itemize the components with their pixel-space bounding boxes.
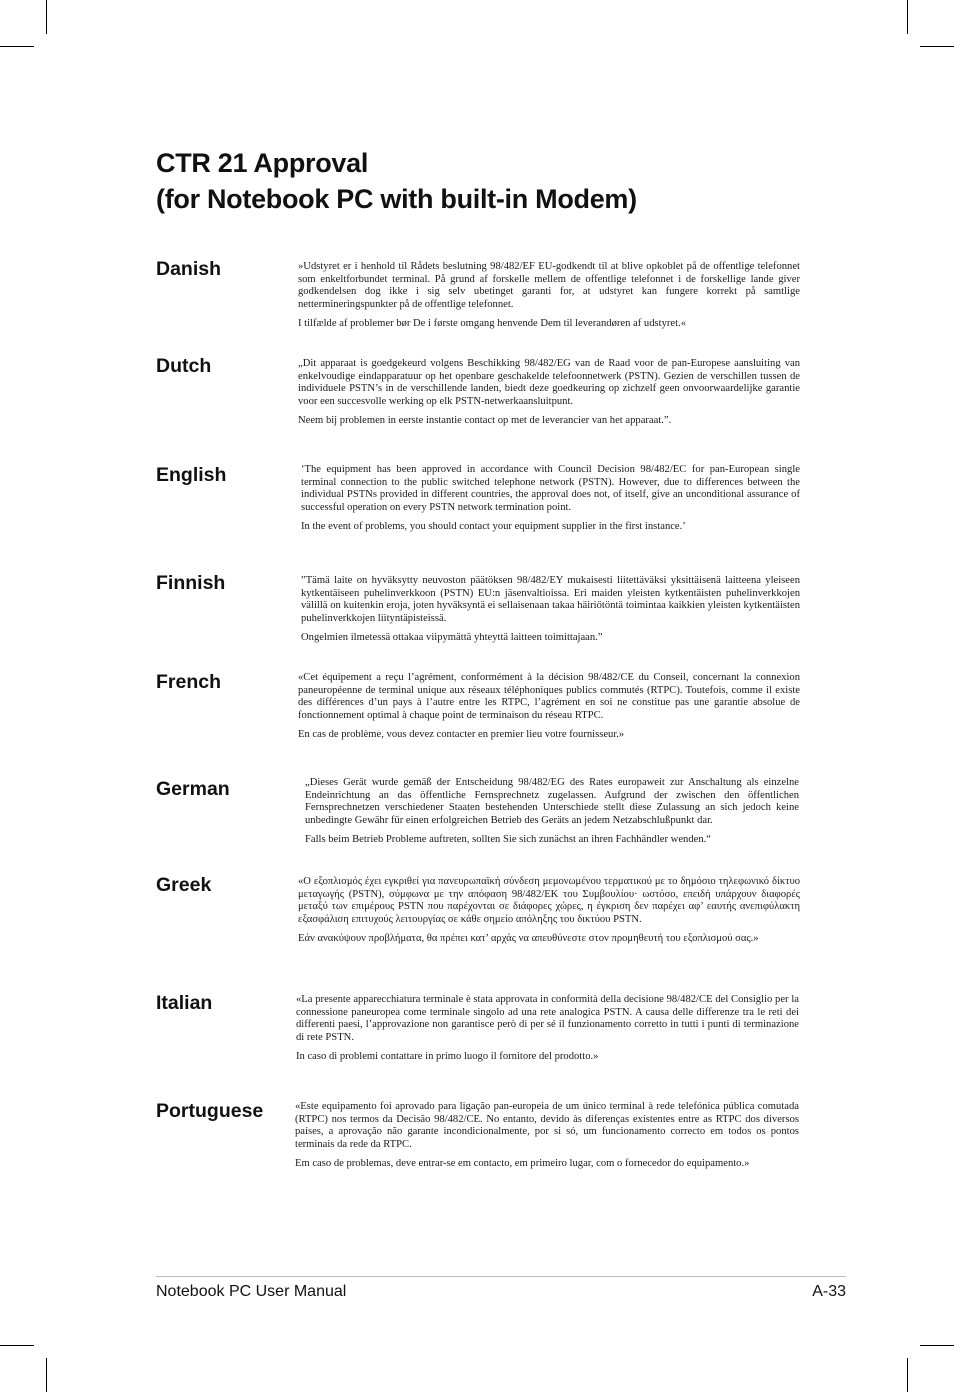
statement-paragraph: »Udstyret er i henhold til Rådets beslutning 98/482/EF EU-godkendt til at blive opkoblet på de offentlige telefonnet som enkeltforbundet terminal. På grund af forskelle mellem de offentlige telefonnet i de forskellige lande giver godkendelsen dog ikke i sig selv ubetinget garanti for, at udstyret kan fungere korrekt på samtlige nettermineringspunkter på de offentlige telefonnet.	[298, 261, 800, 311]
statement-paragraph: In the event of problems, you should contact your equipment supplier in the first instance.’	[301, 520, 686, 532]
statement-italian	[296, 994, 799, 1064]
statement-paragraph: «Este equipamento foi aprovado para ligação pan-europeia de um único terminal à rede telefónica pública comutada (RTPC) nos termos da Decisão 98/482/CE. No entanto, devido às diferenças existentes entre as RTPC dos diversos países, a aprovação não garante incondicionalmente, por si só, um funcionamento correcto em todos os pontos terminais da rede da RTPC.	[295, 1101, 799, 1151]
statement-paragraph: ‘The equipment has been approved in accordance with Council Decision 98/482/EC for pan-European single terminal connection to the public switched telephone network (PSTN). However, due to differences between the individual PSTNs provided in different countries, the approval does not, of itself, give an unconditional assurance of successful operation on every PSTN network termination point.	[301, 464, 800, 514]
statement-paragraph: In caso di problemi contattare in primo luogo il fornitore del prodotto.»	[296, 1050, 599, 1062]
footer-manual-title: Notebook PC User Manual	[156, 1283, 347, 1300]
statement-paragraph: ”Tämä laite on hyväksytty neuvoston päätöksen 98/482/EY mukaisesti liitettäväksi yksittäisenä laitteena yleiseen kytkentäiseen puhelinverkkoon (PSTN) EU:n jäsenvaltioissa. Eri maiden yleisten kytkentäisten puhelinverkkojen välillä on kuitenkin eroja, joten hyväksyntä ei sellaisenaan takaa häiriötöntä toimintaa kaikkien yleisten kytkentäisten puhelinverkkojen liityntäpisteissä.	[301, 575, 800, 625]
crop-mark	[907, 1358, 908, 1392]
language-heading-english: English	[156, 464, 227, 486]
language-heading-danish: Danish	[156, 258, 222, 280]
footer-page-number: A-33	[812, 1283, 846, 1300]
language-heading-german: German	[156, 778, 230, 800]
statement-paragraph: „Dit apparaat is goedgekeurd volgens Beschikking 98/482/EG van de Raad voor de pan-Europese aansluiting van enkelvoudige eindapparatuur op het openbare geschakelde telefoonnetwerk (PSTN). Gezien de verschillen tussen de individuele PSTN’s in de verschillende landen, biedt deze goedkeuring op zichzelf geen onvoorwaardelijke garantie voor een succesvolle werking op elk PSTN-netwerkaansluitpunt.	[298, 358, 800, 408]
footer-divider	[156, 1276, 846, 1277]
language-heading-french: French	[156, 671, 222, 693]
crop-mark	[0, 1345, 34, 1346]
language-heading-portuguese: Portuguese	[156, 1100, 264, 1122]
crop-mark	[920, 1345, 954, 1346]
statement-finnish	[301, 575, 800, 645]
statement-paragraph: I tilfælde af problemer bør De i første omgang henvende Dem til leverandøren af udstyret.«	[298, 317, 687, 329]
statement-dutch	[298, 358, 800, 428]
statement-paragraph: «La presente apparecchiatura terminale è stata approvata in conformità della decisione 98/482/CE del Consiglio per la connessione paneuropea come terminale singolo ad una rete analogica PSTN. A causa delle differenze tra le reti dei differenti paesi, l’approvazione non garantisce però di per sé il funzionamento corretto in tutti i punti di terminazione di rete PSTN.	[296, 994, 799, 1044]
statement-paragraph: Εάν ανακύψουν προβλήματα, θα πρέπει κατ’ αρχάς να απευθύνεστε στον προμηθευτή του εξοπλισμού σας.»	[298, 932, 759, 944]
statement-paragraph: Falls beim Betrieb Probleme auftreten, sollten Sie sich zunächst an ihren Fachhändler wenden.“	[305, 833, 711, 845]
statement-paragraph: Em caso de problemas, deve entrar-se em contacto, em primeiro lugar, com o fornecedor do equipamento.»	[295, 1157, 750, 1169]
language-heading-italian: Italian	[156, 992, 213, 1014]
crop-mark	[0, 46, 34, 47]
page-title	[156, 145, 796, 217]
crop-mark	[920, 46, 954, 47]
statement-paragraph: „Dieses Gerät wurde gemäß der Entscheidung 98/482/EG des Rates europaweit zur Anschaltung als einzelne Endeinrichtung an das öffentliche Fernsprechnetz zugelassen. Aufgrund der zwischen den öffentlichen Fernsprechnetzen verschiedener Staaten bestehenden Unterschiede stellt diese Zulassung an sich jedoch keine unbedingte Gewähr für einen erfolgreichen Betrieb des Geräts an jedem Netzabschlußpunkt dar.	[305, 777, 799, 827]
page-title-line-2: (for Notebook PC with built-in Modem)	[156, 184, 637, 214]
statement-paragraph: «Ο εξοπλισμός έχει εγκριθεί για πανευρωπαϊκή σύνδεση μεμονωμένου τερματικού με το δημόσιο τηλεφωνικό δίκτυο μεταγωγής (PSTN), σύμφωνα με την απόφαση 98/482/ΕΚ του Συμβουλίου· ωστόσο, επειδή υπάρχουν διαφορές μεταξύ των επιμέρους PSTN που παρέχονται σε διάφορες χώρες, η έγκριση δεν παρέχει αφ’ εαυτής ανεπιφύλακτη εξασφάλιση επιτυχούς λειτουργίας σε κάθε σημείο απόληξης του δικτύου PSTN.	[298, 876, 800, 926]
statement-paragraph: Ongelmien ilmetessä ottakaa viipymättä yhteyttä laitteen toimittajaan.”	[301, 631, 603, 643]
statement-paragraph: «Cet équipement a reçu l’agrément, conformément à la décision 98/482/CE du Conseil, concernant la connexion paneuropéenne de terminal unique aux réseaux téléphoniques publics commutés (RTPC). Toutefois, comme il existe des différences d’un pays à l’autre entre les RTPC, l’agrément en soi ne constitue pas une garantie absolue de fonctionnement optimal à chaque point de terminaison du réseau RTPC.	[298, 672, 800, 722]
language-heading-greek: Greek	[156, 874, 212, 896]
crop-mark	[46, 0, 47, 34]
statement-danish	[298, 261, 800, 331]
crop-mark	[907, 0, 908, 34]
language-heading-finnish: Finnish	[156, 572, 226, 594]
statement-portuguese	[295, 1101, 799, 1171]
statement-paragraph: En cas de problème, vous devez contacter en premier lieu votre fournisseur.»	[298, 728, 625, 740]
statement-greek	[298, 876, 800, 946]
page-title-line-1: CTR 21 Approval	[156, 148, 369, 178]
statement-english	[301, 464, 800, 534]
statement-german	[305, 777, 799, 847]
statement-french	[298, 672, 800, 742]
crop-mark	[46, 1358, 47, 1392]
language-heading-dutch: Dutch	[156, 355, 212, 377]
statement-paragraph: Neem bij problemen in eerste instantie contact op met de leverancier van het apparaat.”.	[298, 414, 672, 426]
